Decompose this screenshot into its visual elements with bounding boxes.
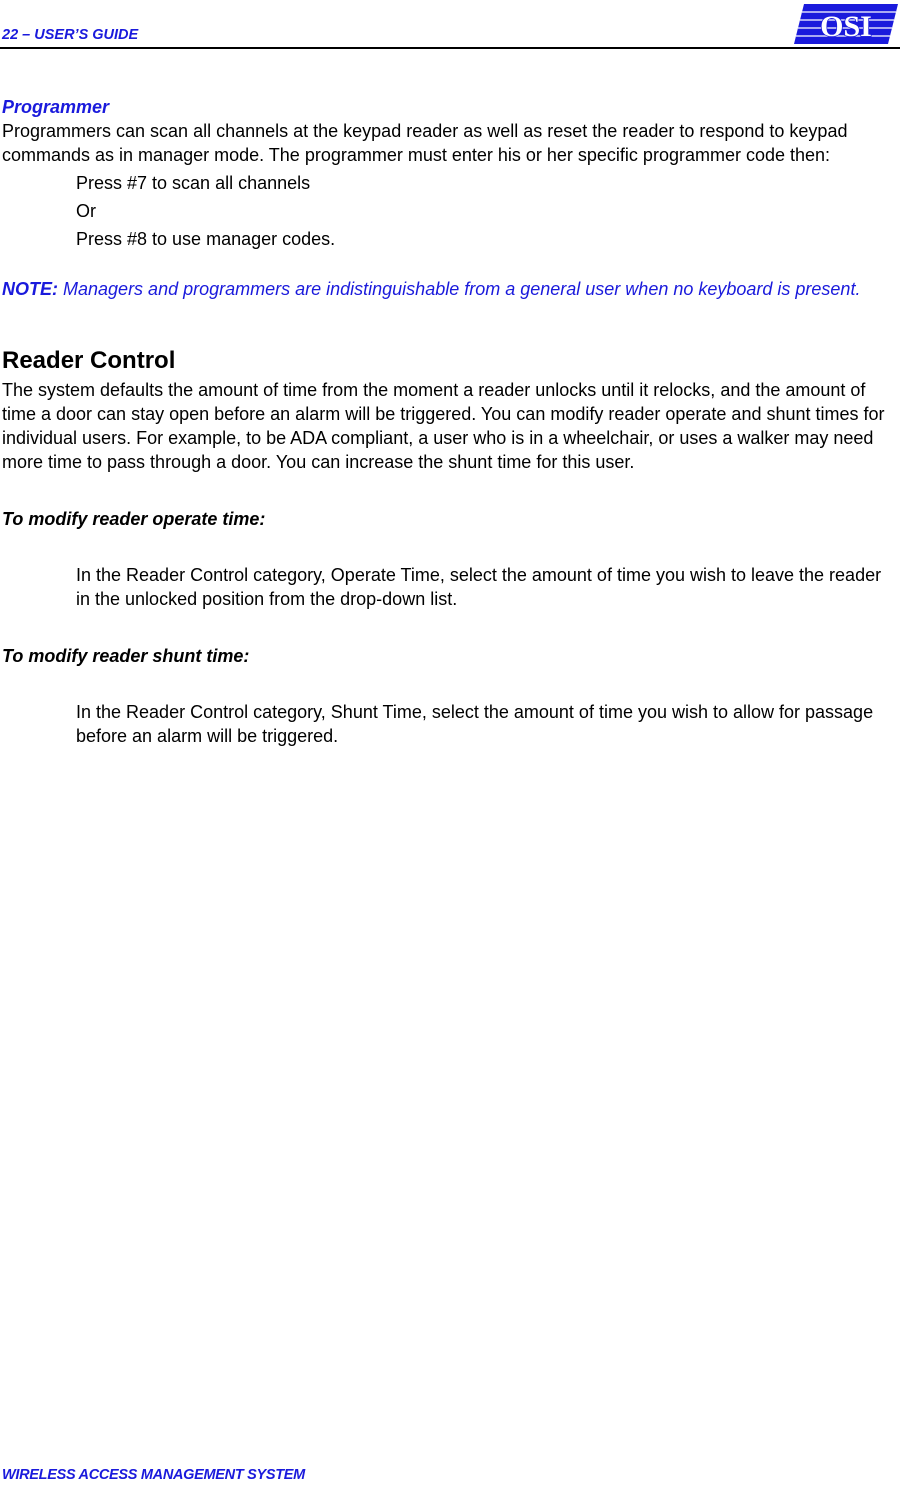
operate-time-text: In the Reader Control category, Operate Time, select the amount of time you wish to leave the reader in the unlocked position from the drop-down list. <box>76 565 882 609</box>
page-content <box>2 95 898 748</box>
note-paragraph <box>2 277 898 301</box>
reader-control-intro: The system defaults the amount of time from the moment a reader unlocks until it relocks, and the amount of time a door can stay open before an alarm will be triggered. You can modify reader operate and shunt times for individual users. For example, to be ADA compliant, a user who is in a wheelchair, or uses a walker may need more time to pass through a door. You can increase the shunt time for this user. <box>2 380 885 472</box>
reader-control-title: Reader Control <box>2 347 176 374</box>
header-title: 22 – USER’S GUIDE <box>2 27 139 43</box>
note-text: Managers and programmers are indistinguishable from a general user when no keyboard is present. <box>63 279 861 299</box>
logo-text: OSI <box>820 10 872 43</box>
page-footer: WIRELESS ACCESS MANAGEMENT SYSTEM <box>2 1467 305 1483</box>
operate-time-heading: To modify reader operate time: <box>2 509 266 529</box>
osi-logo <box>794 2 898 44</box>
shunt-time-text: In the Reader Control category, Shunt Time, select the amount of time you wish to allow for passage before an alarm will be triggered. <box>76 702 874 746</box>
page-header <box>0 0 900 50</box>
programmer-intro: Programmers can scan all channels at the keypad reader as well as reset the reader to respond to keypad commands as in manager mode. The programmer must enter his or her specific programmer code then: <box>2 121 848 165</box>
note-label: NOTE: <box>2 279 58 299</box>
step-scan-channels: Press #7 to scan all channels <box>76 173 311 193</box>
shunt-time-heading: To modify reader shunt time: <box>2 646 250 666</box>
programmer-heading: Programmer <box>2 97 110 117</box>
step-or: Or <box>76 201 96 221</box>
header-rule <box>0 47 900 49</box>
step-manager-codes: Press #8 to use manager codes. <box>76 229 336 249</box>
